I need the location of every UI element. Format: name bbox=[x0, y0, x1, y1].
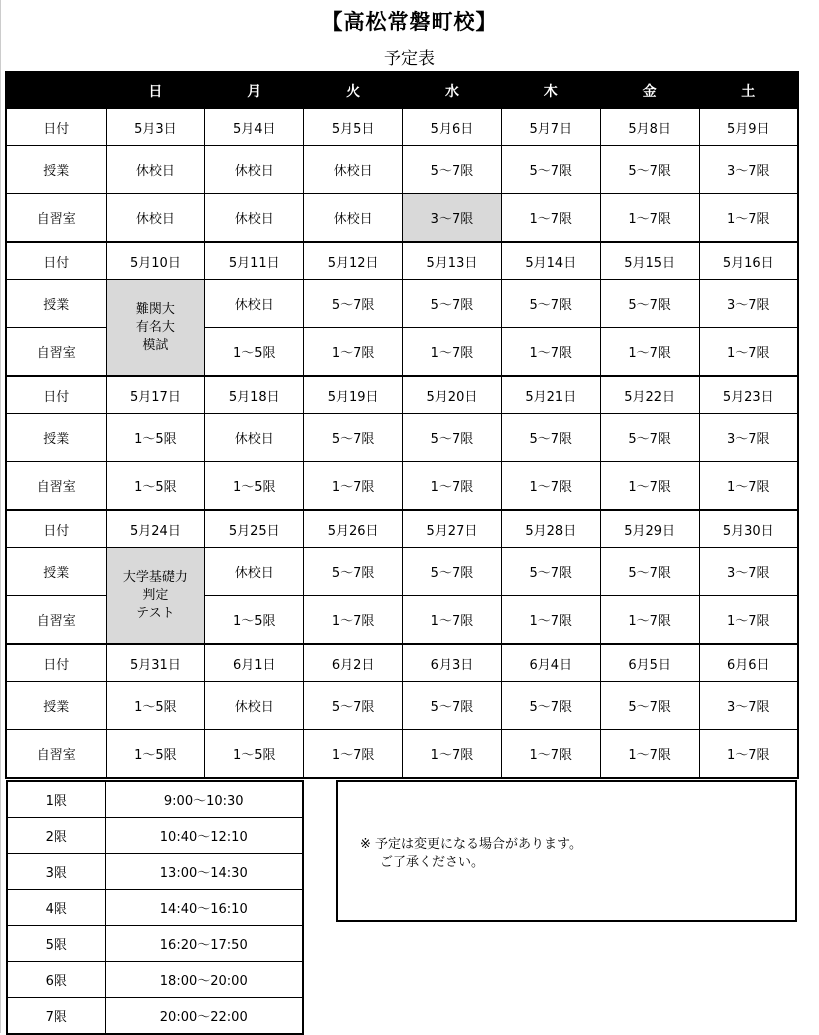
class-cell: 5〜7限 bbox=[501, 548, 600, 596]
row-label-class: 授業 bbox=[6, 146, 106, 194]
date-cell: 5月23日 bbox=[699, 376, 798, 414]
class-cell: 5〜7限 bbox=[501, 146, 600, 194]
period-time: 9:00〜10:30 bbox=[105, 781, 303, 818]
study-cell: 1〜7限 bbox=[600, 596, 699, 645]
period-time: 20:00〜22:00 bbox=[105, 998, 303, 1035]
study-cell: 1〜7限 bbox=[403, 730, 502, 779]
class-cell: 5〜7限 bbox=[403, 280, 502, 328]
study-cell: 1〜7限 bbox=[699, 596, 798, 645]
mock-exam-cell bbox=[106, 280, 205, 377]
date-cell: 5月21日 bbox=[501, 376, 600, 414]
row-label-class: 授業 bbox=[6, 280, 106, 328]
row-label-class: 授業 bbox=[6, 414, 106, 462]
date-cell: 6月5日 bbox=[600, 644, 699, 682]
study-cell: 休校日 bbox=[106, 194, 205, 243]
class-row bbox=[6, 682, 798, 730]
schedule-subtitle: 予定表 bbox=[384, 49, 435, 69]
date-cell: 5月8日 bbox=[600, 109, 699, 146]
row-label-study: 自習室 bbox=[6, 596, 106, 645]
class-cell: 5〜7限 bbox=[403, 414, 502, 462]
school-title: 【高松常磐町校】 bbox=[321, 10, 498, 34]
study-cell: 1〜7限 bbox=[501, 730, 600, 779]
class-cell: 5〜7限 bbox=[600, 548, 699, 596]
row-label-date: 日付 bbox=[6, 109, 106, 146]
page-edge bbox=[0, 0, 1, 1033]
class-row bbox=[6, 548, 798, 596]
date-cell: 5月28日 bbox=[501, 510, 600, 548]
row-label-date: 日付 bbox=[6, 376, 106, 414]
date-cell: 5月15日 bbox=[600, 242, 699, 280]
study-cell: 1〜7限 bbox=[403, 596, 502, 645]
date-cell: 5月5日 bbox=[304, 109, 403, 146]
study-cell: 休校日 bbox=[205, 194, 304, 243]
period-label: 2限 bbox=[7, 818, 105, 854]
notice-line-2: ご了承ください。 bbox=[380, 855, 485, 870]
class-cell: 休校日 bbox=[205, 548, 304, 596]
date-cell: 5月29日 bbox=[600, 510, 699, 548]
date-cell: 6月1日 bbox=[205, 644, 304, 682]
date-cell: 5月6日 bbox=[403, 109, 502, 146]
period-row bbox=[7, 781, 303, 818]
study-cell: 1〜7限 bbox=[600, 194, 699, 243]
period-label: 3限 bbox=[7, 854, 105, 890]
date-cell: 5月26日 bbox=[304, 510, 403, 548]
study-cell-highlighted: 3〜7限 bbox=[403, 194, 502, 243]
class-cell: 5〜7限 bbox=[304, 682, 403, 730]
header-day: 日 bbox=[106, 72, 205, 109]
mock-exam-line: 有名大 bbox=[135, 319, 175, 335]
date-cell: 5月9日 bbox=[699, 109, 798, 146]
study-room-row bbox=[6, 730, 798, 779]
study-cell: 1〜7限 bbox=[304, 596, 403, 645]
study-cell: 1〜7限 bbox=[501, 462, 600, 511]
study-cell: 1〜7限 bbox=[600, 462, 699, 511]
row-label-study: 自習室 bbox=[6, 194, 106, 243]
row-label-study: 自習室 bbox=[6, 730, 106, 779]
period-row bbox=[7, 962, 303, 998]
date-row bbox=[6, 644, 798, 682]
study-cell: 1〜7限 bbox=[699, 462, 798, 511]
study-cell: 1〜7限 bbox=[699, 730, 798, 779]
date-row bbox=[6, 109, 798, 146]
class-cell: 5〜7限 bbox=[304, 414, 403, 462]
study-cell: 1〜7限 bbox=[699, 328, 798, 377]
header-blank bbox=[6, 72, 106, 109]
aptitude-test-line: 大学基礎力 bbox=[122, 569, 188, 585]
period-label: 7限 bbox=[7, 998, 105, 1035]
period-row bbox=[7, 818, 303, 854]
date-cell: 6月2日 bbox=[304, 644, 403, 682]
header-day: 金 bbox=[600, 72, 699, 109]
date-cell: 5月14日 bbox=[501, 242, 600, 280]
header-day: 水 bbox=[403, 72, 502, 109]
date-cell: 5月25日 bbox=[205, 510, 304, 548]
class-cell: 5〜7限 bbox=[403, 146, 502, 194]
date-cell: 5月30日 bbox=[699, 510, 798, 548]
row-label-study: 自習室 bbox=[6, 328, 106, 377]
period-label: 6限 bbox=[7, 962, 105, 998]
period-row bbox=[7, 998, 303, 1035]
study-cell: 1〜7限 bbox=[501, 596, 600, 645]
date-cell: 5月31日 bbox=[106, 644, 205, 682]
class-cell: 3〜7限 bbox=[699, 414, 798, 462]
mock-exam-line: 模試 bbox=[142, 337, 169, 353]
class-cell: 5〜7限 bbox=[501, 280, 600, 328]
study-cell: 1〜7限 bbox=[403, 462, 502, 511]
class-cell: 5〜7限 bbox=[600, 682, 699, 730]
date-cell: 6月3日 bbox=[403, 644, 502, 682]
date-cell: 5月17日 bbox=[106, 376, 205, 414]
header-day: 木 bbox=[501, 72, 600, 109]
date-cell: 5月4日 bbox=[205, 109, 304, 146]
aptitude-test-line: テスト bbox=[136, 605, 175, 621]
notice-box bbox=[336, 780, 797, 922]
date-cell: 5月18日 bbox=[205, 376, 304, 414]
row-label-class: 授業 bbox=[6, 548, 106, 596]
study-cell: 1〜5限 bbox=[205, 462, 304, 511]
header-day: 火 bbox=[304, 72, 403, 109]
class-cell: 5〜7限 bbox=[403, 682, 502, 730]
class-row bbox=[6, 414, 798, 462]
date-cell: 5月24日 bbox=[106, 510, 205, 548]
study-cell: 1〜7限 bbox=[304, 328, 403, 377]
class-cell: 休校日 bbox=[205, 146, 304, 194]
date-cell: 6月4日 bbox=[501, 644, 600, 682]
date-row bbox=[6, 510, 798, 548]
period-label: 1限 bbox=[7, 781, 105, 818]
class-cell: 1〜5限 bbox=[106, 414, 205, 462]
class-cell: 1〜5限 bbox=[106, 682, 205, 730]
study-cell: 休校日 bbox=[304, 194, 403, 243]
class-cell: 5〜7限 bbox=[600, 146, 699, 194]
period-row bbox=[7, 890, 303, 926]
period-row bbox=[7, 854, 303, 890]
header-day: 月 bbox=[205, 72, 304, 109]
date-cell: 5月13日 bbox=[403, 242, 502, 280]
date-row bbox=[6, 242, 798, 280]
class-cell: 休校日 bbox=[205, 280, 304, 328]
date-row bbox=[6, 376, 798, 414]
class-cell: 5〜7限 bbox=[501, 682, 600, 730]
study-cell: 1〜7限 bbox=[600, 328, 699, 377]
study-cell: 1〜7限 bbox=[304, 730, 403, 779]
period-time: 16:20〜17:50 bbox=[105, 926, 303, 962]
study-cell: 1〜5限 bbox=[205, 730, 304, 779]
date-cell: 6月6日 bbox=[699, 644, 798, 682]
notice-line-1: ※ 予定は変更になる場合があります。 bbox=[360, 837, 582, 852]
aptitude-test-line: 判定 bbox=[142, 587, 169, 603]
class-cell: 3〜7限 bbox=[699, 280, 798, 328]
date-cell: 5月12日 bbox=[304, 242, 403, 280]
study-cell: 1〜7限 bbox=[501, 194, 600, 243]
mock-exam-line: 難関大 bbox=[135, 301, 175, 317]
study-cell: 1〜7限 bbox=[501, 328, 600, 377]
class-cell: 休校日 bbox=[205, 682, 304, 730]
period-label: 5限 bbox=[7, 926, 105, 962]
class-cell: 5〜7限 bbox=[600, 414, 699, 462]
class-cell: 5〜7限 bbox=[501, 414, 600, 462]
class-cell: 5〜7限 bbox=[403, 548, 502, 596]
class-cell: 休校日 bbox=[106, 146, 205, 194]
row-label-date: 日付 bbox=[6, 242, 106, 280]
weekday-header-row bbox=[6, 72, 798, 109]
row-label-class: 授業 bbox=[6, 682, 106, 730]
class-row bbox=[6, 280, 798, 328]
period-times-table bbox=[6, 780, 304, 1035]
date-cell: 5月3日 bbox=[106, 109, 205, 146]
class-cell: 5〜7限 bbox=[304, 548, 403, 596]
study-cell: 1〜7限 bbox=[600, 730, 699, 779]
date-cell: 5月16日 bbox=[699, 242, 798, 280]
class-cell: 3〜7限 bbox=[699, 682, 798, 730]
date-cell: 5月22日 bbox=[600, 376, 699, 414]
header-day: 土 bbox=[699, 72, 798, 109]
period-time: 10:40〜12:10 bbox=[105, 818, 303, 854]
study-cell: 1〜5限 bbox=[205, 328, 304, 377]
period-time: 13:00〜14:30 bbox=[105, 854, 303, 890]
study-cell: 1〜5限 bbox=[106, 462, 205, 511]
aptitude-test-cell bbox=[106, 548, 205, 645]
date-cell: 5月11日 bbox=[205, 242, 304, 280]
study-cell: 1〜7限 bbox=[403, 328, 502, 377]
class-cell: 5〜7限 bbox=[304, 280, 403, 328]
study-room-row bbox=[6, 194, 798, 243]
study-cell: 1〜5限 bbox=[205, 596, 304, 645]
class-cell: 休校日 bbox=[304, 146, 403, 194]
schedule-table bbox=[5, 71, 799, 779]
class-row bbox=[6, 146, 798, 194]
date-cell: 5月10日 bbox=[106, 242, 205, 280]
class-cell: 休校日 bbox=[205, 414, 304, 462]
period-row bbox=[7, 926, 303, 962]
date-cell: 5月19日 bbox=[304, 376, 403, 414]
class-cell: 3〜7限 bbox=[699, 548, 798, 596]
row-label-date: 日付 bbox=[6, 510, 106, 548]
period-label: 4限 bbox=[7, 890, 105, 926]
period-time: 14:40〜16:10 bbox=[105, 890, 303, 926]
class-cell: 3〜7限 bbox=[699, 146, 798, 194]
study-cell: 1〜7限 bbox=[304, 462, 403, 511]
class-cell: 5〜7限 bbox=[600, 280, 699, 328]
study-cell: 1〜5限 bbox=[106, 730, 205, 779]
row-label-study: 自習室 bbox=[6, 462, 106, 511]
notice-text bbox=[360, 836, 582, 872]
study-cell: 1〜7限 bbox=[699, 194, 798, 243]
row-label-date: 日付 bbox=[6, 644, 106, 682]
date-cell: 5月27日 bbox=[403, 510, 502, 548]
date-cell: 5月7日 bbox=[501, 109, 600, 146]
date-cell: 5月20日 bbox=[403, 376, 502, 414]
period-time: 18:00〜20:00 bbox=[105, 962, 303, 998]
study-room-row bbox=[6, 462, 798, 511]
